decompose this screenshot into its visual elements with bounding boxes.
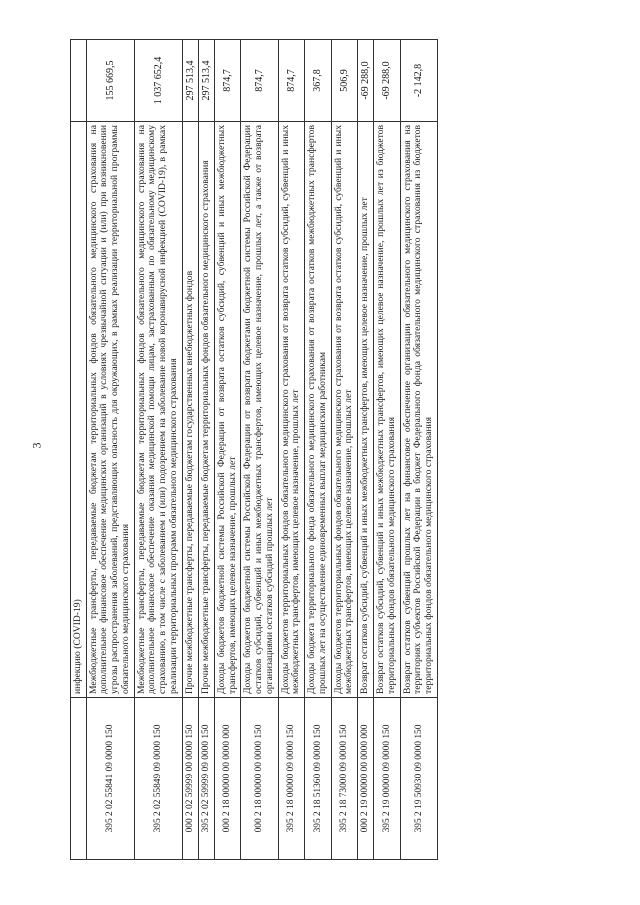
amount-cell: 506,9 [331,40,357,122]
table-row [86,40,134,860]
budget-code-cell: 395 2 18 51360 09 0000 150 [305,698,331,860]
amount-cell: 297 513,4 [198,40,214,122]
table-row [214,40,240,860]
table-row [374,40,400,860]
budget-revenue-table [70,39,438,860]
budget-code-cell: 000 2 02 59999 00 0000 150 [182,698,198,860]
amount-cell: 1 037 652,4 [134,40,182,122]
budget-code-cell: 395 2 02 55841 09 0000 150 [86,698,134,860]
description-cell: Межбюджетные трансферты, передаваемые бюджетам территориальных фондов обязательного медицинского страхования на дополнительное финансовое обеспечение медицинских организаций в условиях чрезвычайной ситуации и (или) при возникновении угрозы распространения заболеваний, представляющих опасность для окружающих, в рамках реализации территориальной программы обязательного медицинского страхования [86,122,134,698]
table-row [305,40,331,860]
table-row [331,40,357,860]
description-cell: Прочие межбюджетные трансферты, передаваемые бюджетам территориальных фондов обязательного медицинского страхования [198,122,214,698]
table-row [278,40,304,860]
amount-cell: 874,7 [278,40,304,122]
table-row [134,40,182,860]
amount-cell [71,40,87,122]
description-cell: Прочие межбюджетные трансферты, передаваемые бюджетам государственных внебюджетных фондов [182,122,198,698]
budget-code-cell: 395 2 02 55849 09 0000 150 [134,698,182,860]
budget-code-cell: 395 2 18 73000 09 0000 150 [331,698,357,860]
amount-cell: 874,7 [214,40,240,122]
description-cell: Доходы бюджетов территориальных фондов обязательного медицинского страхования от возврата остатков субсидий, субвенций и иных межбюджетных трансфертов, имеющих целевое назначение, прошлых лет [331,122,357,698]
budget-code-cell: 395 2 19 50930 09 0000 150 [400,698,437,860]
amount-cell: -69 288,0 [374,40,400,122]
table-row [198,40,214,860]
budget-code-cell: 395 2 18 00000 09 0000 150 [278,698,304,860]
budget-code-cell: 000 2 19 00000 00 0000 000 [358,698,374,860]
budget-code-cell: 395 2 19 00000 09 0000 150 [374,698,400,860]
description-cell: Межбюджетные трансферты, передаваемые бюджетам территориальных фондов обязательного медицинского страхования на дополнительное финансовое обеспечение оказания медицинской помощи лицам, застрахованным по обязательному медицинскому страхованию, в том числе с заболеванием и (или) подозрением на заболевание новой коронавирусной инфекцией (COVID-19), в рамках реализации территориальных программ обязательного медицинского страхования [134,122,182,698]
description-cell: Доходы бюджетов бюджетной системы Российской Федерации от возврата бюджетами бюджетной системы Российской Федерации остатков субсидий, субвенций и иных межбюджетных трансфертов, имеющих целевое назначение, прошлых лет, а также от возврата организациями остатков субсидий прошлых лет [241,122,278,698]
description-cell: Возврат остатков субвенций прошлых лет на финансовое обеспечение организации обязательного медицинского страхования на территориях субъектов Российской Федерации в бюджет Федерального фонда обязательного медицинского страхования из бюджетов территориальных фондов обязательного медицинского страхования [400,122,437,698]
amount-cell: 367,8 [305,40,331,122]
amount-cell: 297 513,4 [182,40,198,122]
description-cell: Возврат остатков субсидий, субвенций и иных межбюджетных трансфертов, имеющих целевое назначение, прошлых лет из бюджетов территориальных фондов обязательного медицинского страхования [374,122,400,698]
amount-cell: -2 142,8 [400,40,437,122]
budget-code-cell: 000 2 18 00000 00 0000 150 [241,698,278,860]
description-cell: Доходы бюджетов территориальных фондов обязательного медицинского страхования от возврата остатков субсидий, субвенций и иных межбюджетных трансфертов, имеющих целевое назначение, прошлых лет [278,122,304,698]
description-cell: Возврат остатков субсидий, субвенций и иных межбюджетных трансфертов, имеющих целевое назначение, прошлых лет [358,122,374,698]
rotated-page-content [70,40,570,860]
description-cell: Доходы бюджетов бюджетной системы Российской Федерации от возврата остатков субсидий, субвенций и иных межбюджетных трансфертов, имеющих целевое назначение, прошлых лет [214,122,240,698]
table-row [241,40,278,860]
table-row [71,40,87,860]
table-row [182,40,198,860]
budget-code-cell: 395 2 02 59999 09 0000 150 [198,698,214,860]
table-row [400,40,437,860]
table-row [358,40,374,860]
page-number: 3 [29,442,44,449]
description-cell: Доходы бюджета территориального фонда обязательного медицинского страхования от возврата остатков межбюджетных трансфертов прошлых лет на осуществление единовременных выплат медицинским работникам [305,122,331,698]
budget-code-cell: 000 2 18 00000 00 0000 000 [214,698,240,860]
description-cell: инфекцию (COVID-19) [71,122,87,698]
budget-code-cell [71,698,87,860]
amount-cell: -69 288,0 [358,40,374,122]
amount-cell: 874,7 [241,40,278,122]
amount-cell: 155 669,5 [86,40,134,122]
